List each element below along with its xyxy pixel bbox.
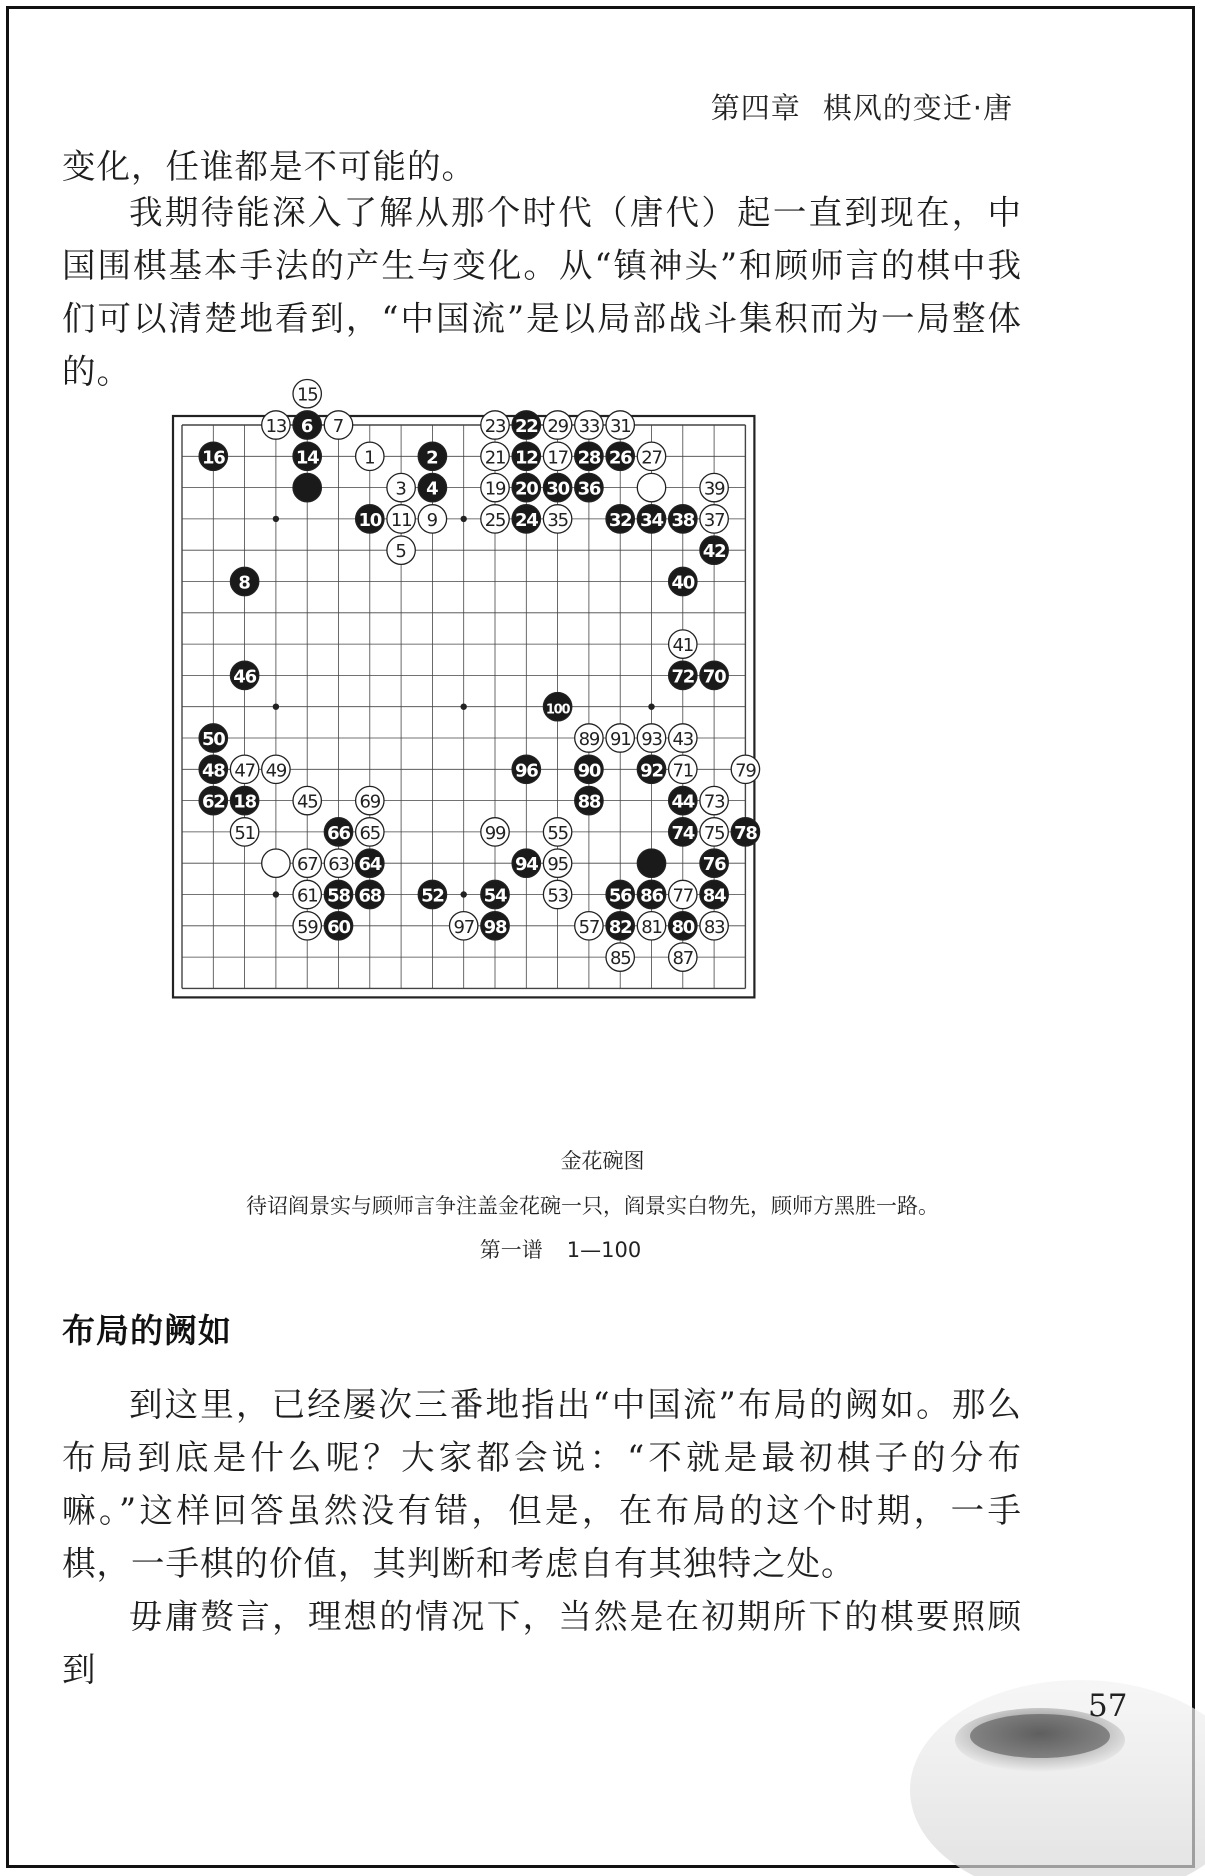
move-number: 74 xyxy=(671,822,695,844)
white-stone xyxy=(543,818,571,846)
white-stone xyxy=(356,818,384,846)
move-number: 26 xyxy=(608,447,632,469)
white-stone xyxy=(543,442,571,470)
black-stone xyxy=(199,724,227,752)
move-number: 89 xyxy=(578,729,600,750)
black-stone xyxy=(637,880,665,908)
black-stone xyxy=(731,818,759,846)
move-number: 100 xyxy=(545,702,570,718)
white-stone xyxy=(637,473,665,501)
black-stone xyxy=(418,880,446,908)
white-stone xyxy=(418,505,446,533)
white-stone xyxy=(700,505,728,533)
move-number: 70 xyxy=(702,666,726,688)
black-stone xyxy=(700,880,728,908)
move-number: 17 xyxy=(547,447,568,469)
move-number: 99 xyxy=(484,822,506,844)
move-number: 71 xyxy=(672,760,694,782)
move-number: 36 xyxy=(577,478,601,500)
move-number: 35 xyxy=(547,509,568,531)
move-number: 61 xyxy=(296,885,318,907)
black-stone xyxy=(199,786,227,814)
record-label: 第一谱 xyxy=(479,1238,543,1262)
move-number: 14 xyxy=(295,447,319,469)
move-number: 8 xyxy=(238,572,251,594)
white-stone xyxy=(700,473,728,501)
move-number: 29 xyxy=(547,416,568,437)
black-stone xyxy=(199,442,227,470)
white-stone xyxy=(669,724,697,752)
white-stone xyxy=(669,755,697,783)
move-number: 31 xyxy=(609,416,631,437)
move-number: 95 xyxy=(547,854,568,876)
move-number: 85 xyxy=(609,948,631,970)
white-stone xyxy=(356,442,384,470)
move-number: 87 xyxy=(672,948,694,970)
paragraph-ideal: 毋庸赘言，理想的情况下，当然是在初期所下的棋要照顾到 xyxy=(62,1597,1022,1689)
black-stone xyxy=(512,411,540,439)
move-number: 16 xyxy=(201,447,225,469)
move-number: 5 xyxy=(395,541,407,563)
page-number: 57 xyxy=(1088,1688,1128,1724)
star-point xyxy=(273,891,279,897)
move-number: 27 xyxy=(641,447,662,469)
move-number: 82 xyxy=(608,916,632,938)
white-stone xyxy=(387,536,415,564)
move-number: 91 xyxy=(609,729,631,750)
move-number: 55 xyxy=(547,822,568,844)
white-stone xyxy=(543,880,571,908)
white-stone xyxy=(606,724,634,752)
move-number: 90 xyxy=(577,760,601,782)
black-stone xyxy=(700,661,728,689)
move-number: 2 xyxy=(426,447,439,469)
move-number: 58 xyxy=(327,885,350,907)
move-number: 54 xyxy=(483,885,507,907)
black-stone xyxy=(669,786,697,814)
move-number: 52 xyxy=(421,885,444,907)
move-number: 50 xyxy=(201,729,225,750)
white-stone xyxy=(575,724,603,752)
white-stone xyxy=(293,912,321,940)
move-number: 64 xyxy=(358,854,382,876)
chapter-label: 第四章 xyxy=(710,91,801,125)
move-number: 79 xyxy=(735,760,756,782)
move-number: 37 xyxy=(703,509,725,531)
move-number: 43 xyxy=(672,729,694,750)
black-stone xyxy=(637,849,665,877)
move-number: 65 xyxy=(359,822,381,844)
black-stone xyxy=(669,912,697,940)
black-stone xyxy=(481,880,509,908)
move-number: 93 xyxy=(641,729,662,750)
stone-disc xyxy=(262,849,290,877)
white-stone xyxy=(669,880,697,908)
move-number: 73 xyxy=(703,791,725,813)
black-stone xyxy=(324,818,352,846)
black-stone xyxy=(575,473,603,501)
record-range: 1—100 xyxy=(566,1238,642,1262)
move-number: 13 xyxy=(265,416,287,437)
move-number: 24 xyxy=(514,509,538,531)
move-number: 98 xyxy=(483,916,507,938)
black-stone xyxy=(356,880,384,908)
black-stone xyxy=(481,912,509,940)
move-number: 51 xyxy=(234,822,255,844)
black-stone xyxy=(575,786,603,814)
tea-bowl-illustration xyxy=(880,1640,1180,1870)
move-number: 32 xyxy=(608,509,632,531)
move-number: 20 xyxy=(514,478,538,500)
move-number: 11 xyxy=(390,509,412,531)
move-number: 23 xyxy=(484,416,506,437)
move-number: 68 xyxy=(358,885,382,907)
white-stone xyxy=(324,849,352,877)
white-stone xyxy=(481,411,509,439)
white-stone xyxy=(324,411,352,439)
go-diagram xyxy=(160,384,880,1140)
white-stone xyxy=(262,755,290,783)
move-number: 57 xyxy=(578,916,600,938)
white-stone xyxy=(637,724,665,752)
black-stone xyxy=(637,505,665,533)
white-stone xyxy=(481,505,509,533)
black-stone xyxy=(230,786,258,814)
move-number: 38 xyxy=(671,509,695,531)
paragraph-continuation: 变化，任谁都是不可能的。 xyxy=(62,147,476,186)
move-number: 53 xyxy=(547,885,568,907)
section-heading: 布局的阙如 xyxy=(62,1311,232,1350)
white-stone xyxy=(700,786,728,814)
white-stone xyxy=(450,912,478,940)
move-number: 77 xyxy=(672,885,694,907)
move-number: 88 xyxy=(577,791,601,813)
move-number: 62 xyxy=(201,791,225,813)
star-point xyxy=(273,516,279,522)
move-number: 56 xyxy=(608,885,632,907)
move-number: 9 xyxy=(426,509,439,531)
white-stone xyxy=(481,442,509,470)
move-number: 3 xyxy=(395,478,407,500)
black-stone xyxy=(356,849,384,877)
white-stone xyxy=(356,786,384,814)
white-stone xyxy=(481,473,509,501)
move-number: 94 xyxy=(514,854,538,876)
move-number: 19 xyxy=(484,478,506,500)
black-stone xyxy=(606,912,634,940)
running-header xyxy=(711,86,1013,127)
move-number: 75 xyxy=(703,822,725,844)
black-stone xyxy=(669,818,697,846)
white-stone xyxy=(637,912,665,940)
black-stone xyxy=(418,473,446,501)
move-number: 72 xyxy=(671,666,695,688)
white-stone xyxy=(543,849,571,877)
black-stone xyxy=(543,693,571,721)
move-number: 66 xyxy=(327,822,350,844)
paragraph-layout: 到这里，已经屡次三番地指出“中国流”布局的阙如。那么布局到底是什么呢？大家都会说：“不就是最初棋子的分布嘛。”这样回答虽然没有错，但是，在布局的这个时期，一手棋，一手棋的价值，其判断和考虑自有其独特之处。 xyxy=(62,1385,1022,1583)
black-stone xyxy=(606,505,634,533)
move-number: 21 xyxy=(484,447,506,469)
black-stone xyxy=(324,880,352,908)
black-stone xyxy=(418,442,446,470)
black-stone xyxy=(637,755,665,783)
stone-disc xyxy=(293,473,321,501)
go-board xyxy=(160,384,880,1140)
diagram-title: 金花碗图 xyxy=(560,1149,645,1173)
diagram-description: 待诏阎景实与顾师言争注盖金花碗一只，阎景实白物先，顾师方黑胜一路。 xyxy=(246,1194,939,1218)
move-number: 4 xyxy=(426,478,439,500)
black-stone xyxy=(230,567,258,595)
star-point xyxy=(461,516,467,522)
move-number: 78 xyxy=(734,822,757,844)
move-number: 81 xyxy=(641,916,662,938)
black-stone xyxy=(606,880,634,908)
white-stone xyxy=(293,380,321,408)
white-stone xyxy=(700,912,728,940)
move-number: 40 xyxy=(671,572,695,594)
move-number: 7 xyxy=(332,416,345,437)
black-stone xyxy=(324,912,352,940)
move-number: 33 xyxy=(578,416,600,437)
move-number: 47 xyxy=(234,760,255,782)
move-number: 30 xyxy=(546,478,569,500)
black-stone xyxy=(293,411,321,439)
move-number: 18 xyxy=(233,791,256,813)
stone-disc xyxy=(637,473,665,501)
star-point xyxy=(461,891,467,897)
black-stone xyxy=(575,442,603,470)
black-stone xyxy=(512,755,540,783)
black-stone xyxy=(669,505,697,533)
black-stone xyxy=(512,473,540,501)
black-stone xyxy=(199,755,227,783)
white-stone xyxy=(669,943,697,971)
move-number: 10 xyxy=(358,509,382,531)
move-number: 86 xyxy=(640,885,663,907)
white-stone xyxy=(669,630,697,658)
white-stone xyxy=(637,442,665,470)
white-stone xyxy=(575,411,603,439)
stone-disc xyxy=(637,849,665,877)
white-stone xyxy=(230,755,258,783)
move-number: 45 xyxy=(296,791,318,813)
black-stone xyxy=(356,505,384,533)
white-stone xyxy=(262,411,290,439)
move-number: 22 xyxy=(514,416,538,437)
move-number: 6 xyxy=(300,416,314,437)
move-number: 69 xyxy=(359,791,381,813)
move-number: 67 xyxy=(296,854,318,876)
move-number: 59 xyxy=(296,916,318,938)
move-number: 34 xyxy=(640,509,663,531)
move-number: 1 xyxy=(364,447,376,469)
white-stone xyxy=(731,755,759,783)
move-number: 12 xyxy=(514,447,538,469)
black-stone xyxy=(700,536,728,564)
move-number: 84 xyxy=(702,885,726,907)
white-stone xyxy=(543,411,571,439)
black-stone xyxy=(230,661,258,689)
move-number: 15 xyxy=(296,384,318,406)
white-stone xyxy=(293,786,321,814)
move-number: 63 xyxy=(328,854,349,876)
black-stone xyxy=(669,567,697,595)
white-stone xyxy=(387,505,415,533)
move-number: 28 xyxy=(577,447,601,469)
white-stone xyxy=(700,818,728,846)
move-number: 39 xyxy=(703,478,725,500)
black-stone xyxy=(293,442,321,470)
move-number: 97 xyxy=(453,916,474,938)
star-point xyxy=(461,704,467,710)
black-stone xyxy=(512,442,540,470)
move-number: 44 xyxy=(671,791,695,813)
white-stone xyxy=(262,849,290,877)
white-stone xyxy=(575,912,603,940)
move-number: 92 xyxy=(640,760,663,782)
move-number: 48 xyxy=(201,760,225,782)
white-stone xyxy=(293,849,321,877)
move-number: 96 xyxy=(514,760,538,782)
move-number: 76 xyxy=(702,854,726,876)
black-stone xyxy=(512,849,540,877)
white-stone xyxy=(606,943,634,971)
move-number: 42 xyxy=(702,541,726,563)
move-number: 80 xyxy=(671,916,695,938)
white-stone xyxy=(293,880,321,908)
move-number: 83 xyxy=(703,916,725,938)
paragraph-tang: 我期待能深入了解从那个时代（唐代）起一直到现在，中国围棋基本手法的产生与变化。从“镇神头”和顾师言的棋中我们可以清楚地看到，“中国流”是以局部战斗集积而为一局整体的。 xyxy=(62,193,1022,391)
chapter-title: 棋风的变迁·唐 xyxy=(822,91,1013,125)
white-stone xyxy=(606,411,634,439)
black-stone xyxy=(606,442,634,470)
move-number: 41 xyxy=(672,635,694,657)
move-number: 46 xyxy=(233,666,256,688)
black-stone xyxy=(293,473,321,501)
black-stone xyxy=(512,505,540,533)
star-point xyxy=(648,704,654,710)
white-stone xyxy=(481,818,509,846)
black-stone xyxy=(543,473,571,501)
black-stone xyxy=(575,755,603,783)
black-stone xyxy=(700,849,728,877)
move-number: 60 xyxy=(327,916,350,938)
black-stone xyxy=(669,661,697,689)
move-number: 25 xyxy=(484,509,506,531)
white-stone xyxy=(387,473,415,501)
move-number: 49 xyxy=(265,760,287,782)
white-stone xyxy=(230,818,258,846)
star-point xyxy=(273,704,279,710)
white-stone xyxy=(543,505,571,533)
diagram-record xyxy=(0,1234,1163,1264)
